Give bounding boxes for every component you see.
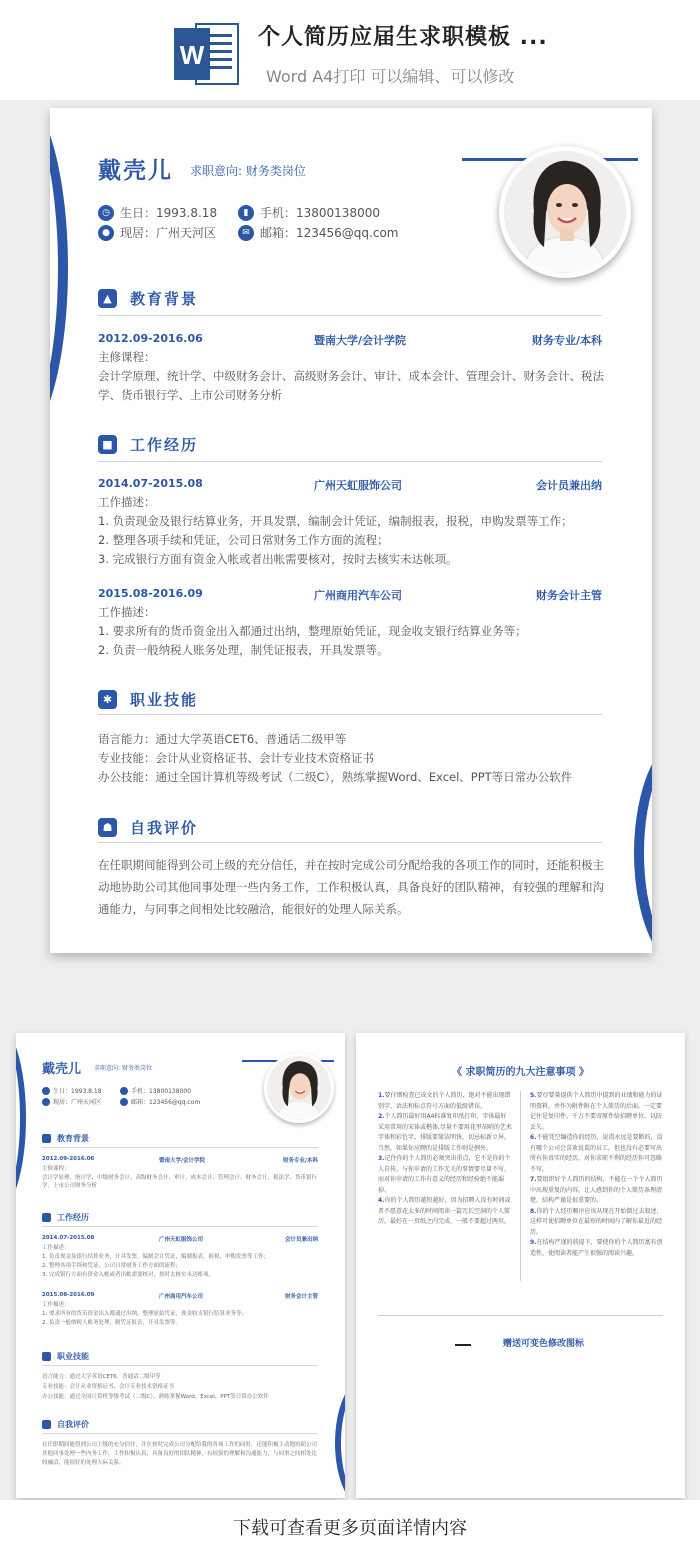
email-field: ✉ 邮箱：123456@qq.com <box>238 224 399 241</box>
section-divider <box>378 1315 663 1316</box>
decor-arc-left <box>50 108 68 448</box>
job-duty: 2. 整理各项手续和凭证，公司日常财务工作方面的流程； <box>42 1263 181 1269</box>
section-divider <box>98 461 602 462</box>
education-heading: 教育背景 <box>42 1133 89 1144</box>
resume-thumbnail: 戴壳儿 求职意向: 财务类岗位 生日：1993.8.18 手机：13800138000 现居：广州天河区 邮箱：123456@qq.com 教育背景 2012.09-2016.06 暨南大学/会计学院 财务专业/本科 主修课程： 会计学原理、统计学、中级财务会计、高级财务会计、审计、成本会计、管理会计、财务会计、税法学、货币银行学、上市公司财务分析 工作经历 2014.07-2015.08 广州天虹服饰公司 会计员兼出纳 工作描述： 1. 负责现金及银行结算业务，开具发票，编制会计凭证，编制报表，报税，申购发票等工作； 2. 整理各项手续和凭证，公司日常财务工作方面的流程； 3. 完成银行方面有资金入帐或者出帐需要核对，按时去核实未达帐项。 2015.08-2016.09 广州商用汽车公司 财务会计主管 工作描述： 1. 要求所有的货币资金出入都通过出纳，整理原始凭证，现金收支银行结算业务等； 2. 负责一般纳税人账务处理，制凭证报表，开具发票等。 职业技能 语言能力：通过大学英语CET6、普通话二级甲等 专业技能：会计从业资格证书、会计专业技术资格证书 办公技能：通过全国计算机等级考试（二级C），熟练掌握Word、Excel、PPT等日常办公软件 自我评价 在任职期间能得到公司上级的充分信任，并在按时完成公司分配给我的各项工作的同时，还能积极主动地协助公司其他同事处理一些内务工作，工作积极认真，具备良好的团队精神，有较强的理解和沟通能力，与同事之间相处比较融洽，能很好的处理人际关系。 <box>16 1033 345 1498</box>
decor-arc-right <box>335 1378 345 1498</box>
briefcase-icon: ■ <box>98 435 117 454</box>
section-divider <box>42 1147 318 1148</box>
tip-item: 6.不能凭空编造你的经历，说谎永远是要断的，没有哪个公司会喜欢说谎的员工，但也没有必要写出所有你真实的经历。对你求职不利的经历你可忽略不写。 <box>530 1134 663 1173</box>
job-intent: 求职意向: 财务类岗位 <box>94 1065 152 1072</box>
profile-photo <box>499 146 631 278</box>
tips-right-column <box>530 1091 664 1259</box>
work-heading: ■ 工作经历 <box>98 434 198 455</box>
location-pin-icon <box>42 1098 50 1106</box>
skill-item: 专业技能：会计从业资格证书、会计专业技术资格证书 <box>98 751 374 765</box>
skills-heading: ✱ 职业技能 <box>98 689 198 710</box>
gear-icon: ✱ <box>98 690 117 709</box>
section-divider <box>98 714 602 715</box>
education-heading: ▲ 教育背景 <box>98 288 198 309</box>
birthday-field: 生日：1993.8.18 <box>42 1086 102 1095</box>
job-duty: 3. 完成银行方面有资金入帐或者出帐需要核对，按时去核实未达帐项。 <box>42 1272 214 1278</box>
envelope-icon: ✉ <box>238 225 254 241</box>
profile-photo <box>264 1053 334 1123</box>
bonus-icons-label: 赠送可变色修改图标 <box>503 1339 585 1349</box>
section-divider <box>98 315 602 316</box>
skill-item: 语言能力：通过大学英语CET6、普通话二级甲等 <box>98 732 347 746</box>
phone-field: ▮ 手机：13800138000 <box>238 204 380 221</box>
footer <box>0 1500 700 1557</box>
portrait-icon <box>267 1056 331 1120</box>
section-divider <box>42 1226 318 1227</box>
tip-item: 8.你的个人经历顺序应该从现在开始倒过去叙述，这样可使招聘单位在最短的时间内了解你最近的经历。 <box>530 1207 663 1236</box>
graduation-cap-icon <box>42 1134 51 1143</box>
section-divider <box>42 1365 318 1366</box>
tip-item: 2.个人简历最好用A4标准复印纸打印，字体最好采用常用的宋体或楷体,尽量不要用花里胡哨的艺术字体和彩色字，排版要简洁明快，切忌标新立异。当然，如果你应聘的是排版工作则是例外。 <box>378 1113 512 1152</box>
phone-icon: ▮ <box>238 205 254 221</box>
candidate-name: 戴壳儿 <box>98 158 173 184</box>
job-duty: 1. 要求所有的货币资金出入都通过出纳，整理原始凭证，现金收支银行结算业务等； <box>42 1311 247 1317</box>
graduation-cap-icon: ▲ <box>98 289 117 308</box>
phone-icon <box>120 1087 128 1095</box>
tip-item: 1.要仔细检查已成文的个人简历，绝对不能出现错别字、语法和标点符号方面的低级错误。 <box>378 1092 511 1110</box>
tips-thumbnail <box>356 1033 685 1498</box>
email-field: 邮箱：123456@qq.com <box>120 1097 200 1106</box>
svg-text:W: W <box>179 40 205 70</box>
job-duty: 2. 负责一般纳税人账务处理，制凭证报表，开具发票等。 <box>98 643 389 657</box>
tip-item: 4.你的个人简历越短越好，因为招聘人没有时间或者不愿意花太多的时间阅读一篇冗长空洞的个人简历。最好在一页纸之内完成，一般不要超过两页。 <box>378 1197 511 1225</box>
listing-title: 个人简历应届生求职模板 ... <box>258 25 548 50</box>
courses-label: 主修课程： <box>42 1166 70 1172</box>
location-pin-icon: ● <box>98 225 114 241</box>
listing-header <box>0 0 700 100</box>
address-field: 现居：广州天河区 <box>42 1097 101 1106</box>
skill-item: 办公技能：通过全国计算机等级考试（二级C），熟练掌握Word、Excel、PPT等日常办公软件 <box>98 770 573 784</box>
courses-label: 主修课程： <box>98 350 156 364</box>
tip-item: 5.要尽要量提供个人简历中提到的业绩和能力的证明资料，并作为附件附在个人简历的后面。一定要记住是复印件，千万不要寄原件给招聘单位，以防丢失。 <box>530 1092 663 1131</box>
job-duty: 1. 负责现金及银行结算业务，开具发票，编制会计凭证，编制报表，报税，申购发票等工作； <box>98 514 573 528</box>
job-duty: 2. 负责一般纳税人账务处理，制凭证报表，开具发票等。 <box>42 1320 181 1326</box>
envelope-icon <box>120 1098 128 1106</box>
decor-arc-right <box>634 733 652 953</box>
work-heading: 工作经历 <box>42 1212 89 1223</box>
job-duty: 3. 完成银行方面有资金入帐或者出帐需要核对，按时去核实未达帐项。 <box>98 552 458 566</box>
listing-subtitle: Word A4打印 可以编辑、可以修改 <box>266 67 515 86</box>
job-duty: 1. 负责现金及银行结算业务，开具发票，编制会计凭证，编制报表，报税，申购发票等工作； <box>42 1254 269 1260</box>
skill-item: 办公技能：通过全国计算机等级考试（二级C），熟练掌握Word、Excel、PPT等日常办公软件 <box>42 1394 269 1400</box>
skill-item: 语言能力：通过大学英语CET6、普通话二级甲等 <box>42 1374 161 1380</box>
portrait-icon <box>504 151 626 273</box>
self-eval-heading: 自我评价 <box>42 1419 89 1430</box>
courses-text: 会计学原理、统计学、中级财务会计、高级财务会计、审计、成本会计、管理会计、财务会计、税法学、货币银行学、上市公司财务分析 <box>42 1175 318 1190</box>
self-eval-text: 在任职期间能得到公司上级的充分信任，并在按时完成公司分配给我的各项工作的同时，还能积极主动地协助公司其他同事处理一些内务工作，工作积极认真，具备良好的团队精神，有较强的理解和沟通能力，与同事之间相处比较融洽，能很好的处理人际关系。 <box>42 1442 318 1466</box>
self-eval-text: 在任职期间能得到公司上级的充分信任，并在按时完成公司分配给我的各项工作的同时，还能积极主动地协助公司其他同事处理一些内务工作，工作积极认真，具备良好的团队精神，有较强的理解和沟通能力，与同事之间相处比较融洽，能很好的处理人际关系。 <box>98 858 604 916</box>
birthday-field: ◷ 生日：1993.8.18 <box>98 204 217 221</box>
job-desc-label: 工作描述： <box>42 1302 70 1308</box>
skill-item: 专业技能：会计从业资格证书、会计专业技术资格证书 <box>42 1384 175 1390</box>
tips-title: 《 求职简历的九大注意事项 》 <box>452 1067 589 1078</box>
tip-item: 3.记住你的个人简历必须突出重点，它不是你的个人自传，与你申请的工作无关的事情要尽量不写，而对你申请的工作有意义的经历和经验绝不能漏掉。 <box>378 1155 511 1194</box>
briefcase-icon <box>42 1213 51 1222</box>
word-icon <box>174 20 240 88</box>
section-divider <box>42 1433 318 1434</box>
decor-arc-left <box>16 1033 26 1213</box>
skills-heading: 职业技能 <box>42 1351 89 1362</box>
column-divider <box>520 1091 521 1281</box>
job-duty: 2. 整理各项手续和凭证，公司日常财务工作方面的流程； <box>98 533 389 547</box>
person-icon <box>42 1420 51 1429</box>
self-eval-heading: ☗ 自我评价 <box>98 817 198 838</box>
gear-icon <box>42 1352 51 1361</box>
clock-icon: ◷ <box>98 205 114 221</box>
job-duty: 1. 要求所有的货币资金出入都通过出纳，整理原始凭证，现金收支银行结算业务等； <box>98 624 527 638</box>
job-intent: 求职意向: 财务类岗位 <box>190 164 306 178</box>
candidate-name: 戴壳儿 <box>42 1062 82 1077</box>
dash-mark <box>455 1344 471 1346</box>
address-field: ● 现居：广州天河区 <box>98 224 216 241</box>
section-divider <box>98 842 602 843</box>
courses-text: 会计学原理、统计学、中级财务会计、高级财务会计、审计、成本会计、管理会计、财务会计、税法学、货币银行学、上市公司财务分析 <box>98 369 604 402</box>
job-desc-label: 工作描述： <box>98 495 156 509</box>
tip-item: 7.要组织好个人简历的结构，不能在一个个人简历中出现重复的内容。让人感到你的个人简历条理清楚，结构严谨是很重要的。 <box>530 1176 663 1204</box>
person-icon: ☗ <box>98 818 117 837</box>
job-desc-label: 工作描述： <box>42 1245 70 1251</box>
tips-left-column <box>378 1091 512 1228</box>
download-more-link[interactable]: 下载可查看更多页面详情内容 <box>233 1518 467 1539</box>
job-desc-label: 工作描述： <box>98 605 156 619</box>
phone-field: 手机：13800138000 <box>120 1086 191 1095</box>
tip-item: 9.在结构严谨的前提下，要使你的个人简历富有创造性，使阅读者能产生很强的阅读兴趣。 <box>530 1239 663 1257</box>
clock-icon <box>42 1087 50 1095</box>
resume-page: 戴壳儿 求职意向: 财务类岗位 ◷ 生日：1993.8.18 ▮ 手机：13800138000 ● 现居：广州天河区 ✉ 邮箱：123456@qq.com ▲ 教育背景 2012.09-2016.06 暨南大学/会计学院 财务专业/本科 主修课程： 会计学原理、统计学、中级财务会计、高级财务会计、审计、成本会计、管理会计、财务会计、税法学、货币银行学、上市公司财务分析 ■ 工作经历 2014.07-2015.08 广州天虹服饰公司 会计员兼出纳 工作描述： 1. 负责现金及银行结算业务，开具发票，编制会计凭证，编制报表，报税，申购发票等工作； 2. 整理各项手续和凭证，公司日常财务工作方面的流程； 3. 完成银行方面有资金入帐或者出帐需要核对，按时去核实未达帐项。 2015.08-2016.09 广州商用汽车公司 财务会计主管 工作描述： 1. 要求所有的货币资金出入都通过出纳，整理原始凭证，现金收支银行结算业务等； 2. 负责一般纳税人账务处理，制凭证报表，开具发票等。 ✱ 职业技能 语言能力：通过大学英语CET6、普通话二级甲等 专业技能：会计从业资格证书、会计专业技术资格证书 办公技能：通过全国计算机等级考试（二级C），熟练掌握Word、Excel、PPT等日常办公软件 ☗ 自我评价 在任职期间能得到公司上级的充分信任，并在按时完成公司分配给我的各项工作的同时，还能积极主动地协助公司其他同事处理一些内务工作，工作积极认真，具备良好的团队精神，有较强的理解和沟通能力，与同事之间相处比较融洽，能很好的处理人际关系。 <box>50 108 652 953</box>
